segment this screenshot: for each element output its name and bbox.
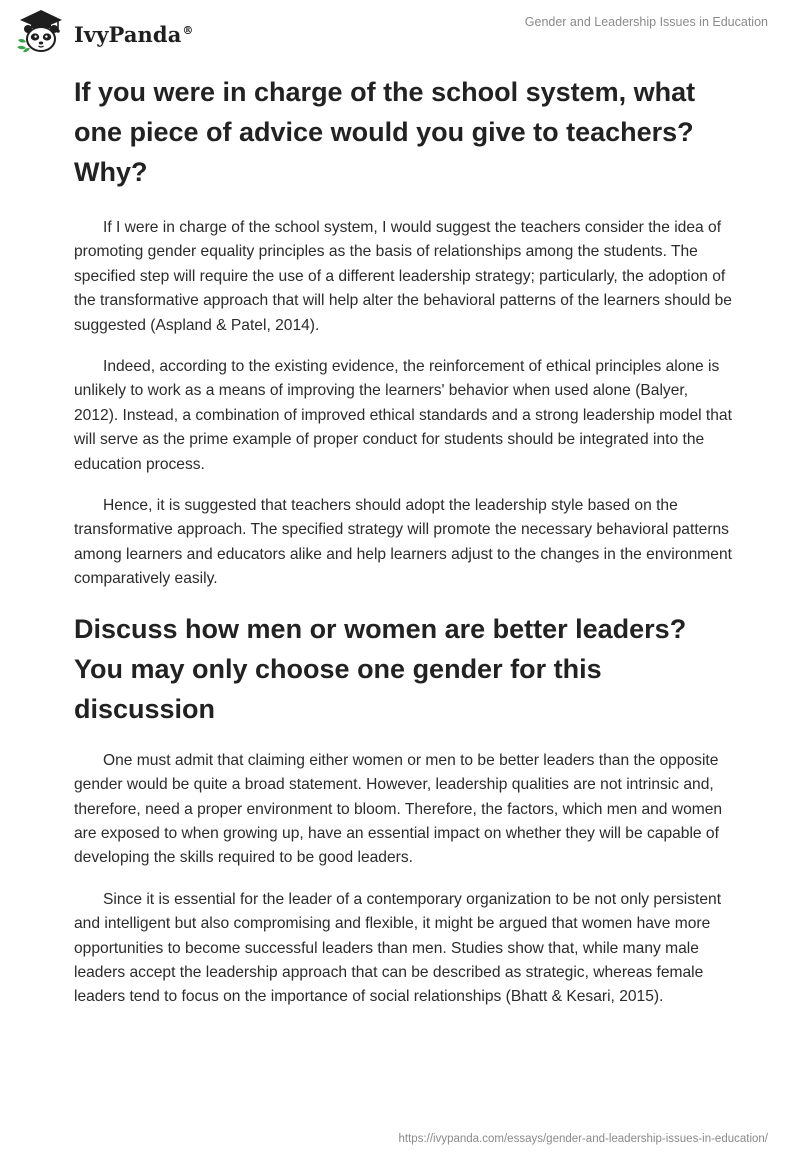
paragraph: Indeed, according to the existing evidence, the reinforcement of ethical principles alone is unlikely to work as a means of improving the learners' behavior when used alone (Balyer, 2012). Instead, a combination of improved ethical standards and a strong leadership model that will serve as the prime example of proper conduct for students should be integrated into the education process. <box>74 358 732 473</box>
paragraph: Hence, it is suggested that teachers should adopt the leadership style based on the transformative approach. The specified strategy will promote the necessary behavioral patterns among learners and educators alike and help learners adjust to the changes in the environment comparatively easily. <box>74 497 732 588</box>
section-heading-gender: Discuss how men or women are better leaders? You may only choose one gender for this discussion <box>74 613 687 724</box>
registered-mark: ® <box>182 23 194 37</box>
logo-wordmark: IvyPanda® <box>74 21 194 47</box>
section-heading-advice: If you were in charge of the school system, what one piece of advice would you give to teachers? Why? <box>74 77 696 187</box>
page-header <box>0 0 800 64</box>
essay-content <box>74 72 734 1010</box>
document-title: Gender and Leadership Issues in Education <box>524 15 768 29</box>
panda-logo-icon <box>14 6 68 56</box>
paragraph: One must admit that claiming either women or men to be better leaders than the opposite gender would be quite a broad statement. However, leadership qualities are not intrinsic and, therefore, need a proper environment to bloom. Therefore, the factors, which men and women are exposed to when growing up, have an essential impact on whether they will be capable of developing the skills required to be good leaders. <box>74 751 723 867</box>
ivypanda-logo[interactable] <box>14 6 214 56</box>
paragraph: If I were in charge of the school system, I would suggest the teachers consider the idea of promoting gender equality principles as the basis of relationships among the students. The specified step will require the use of a different leadership strategy; particularly, the adoption of the transformative approach that will help alter the behavioral patterns of the learners should be suggested (Aspland & Patel, 2014). <box>74 219 732 334</box>
source-url[interactable]: https://ivypanda.com/essays/gender-and-leadership-issues-in-education/ <box>398 1133 768 1145</box>
paragraph: Since it is essential for the leader of a contemporary organization to be not only persistent and intelligent but also compromising and flexible, it might be argued that women have more opportunities to become successful leaders than men. Studies show that, while many male leaders accept the leadership approach that can be described as strategic, whereas female leaders tend to focus on the importance of social relationships (Bhatt & Kesari, 2015). <box>74 890 722 1006</box>
